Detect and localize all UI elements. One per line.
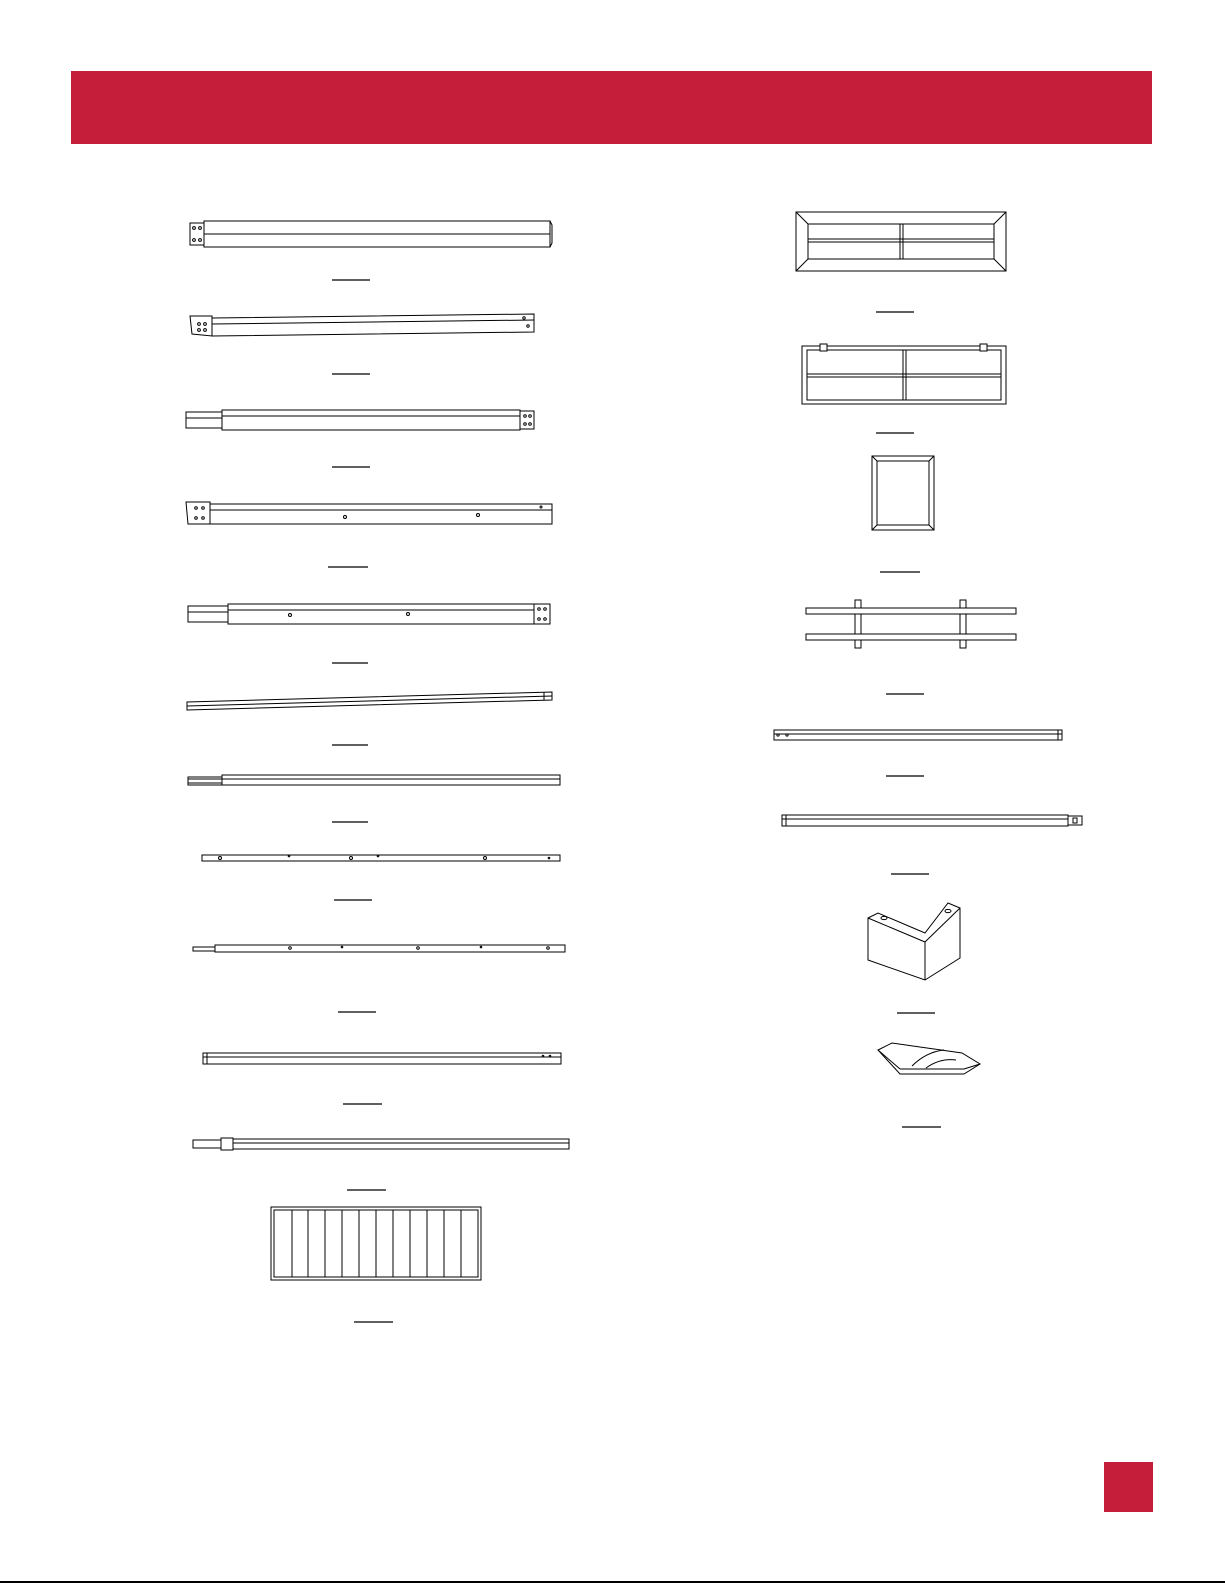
- part-rail: [203, 1053, 561, 1064]
- part-corner-bracket: [868, 903, 960, 980]
- part-beam-with-plates: [190, 314, 534, 336]
- part-flat-rail: [774, 730, 1062, 740]
- part-post-with-bracket: [190, 221, 552, 247]
- part-thin-rail-tab: [193, 945, 565, 952]
- part-beam-drilled: [186, 502, 552, 524]
- page-number-box: [1104, 1462, 1153, 1512]
- part-beam-sleeve-drilled: [188, 604, 550, 624]
- part-angled-rail: [187, 692, 552, 710]
- part-beam-sleeve-left: [186, 410, 534, 430]
- part-frame-panel-tabs: [802, 344, 1006, 404]
- part-rail-sleeve: [188, 775, 560, 785]
- part-rail-assembly: [806, 600, 1016, 648]
- part-frame-panel-bevel: [796, 212, 1006, 271]
- footer-divider: [0, 1581, 1225, 1583]
- part-rail-with-tab: [782, 815, 1082, 826]
- part-foot-pad: [878, 1043, 980, 1074]
- part-thin-rail-drilled: [202, 855, 560, 861]
- part-rail-sleeve-2: [193, 1138, 569, 1150]
- part-small-frame: [872, 456, 934, 530]
- part-louver-panel: [271, 1207, 481, 1280]
